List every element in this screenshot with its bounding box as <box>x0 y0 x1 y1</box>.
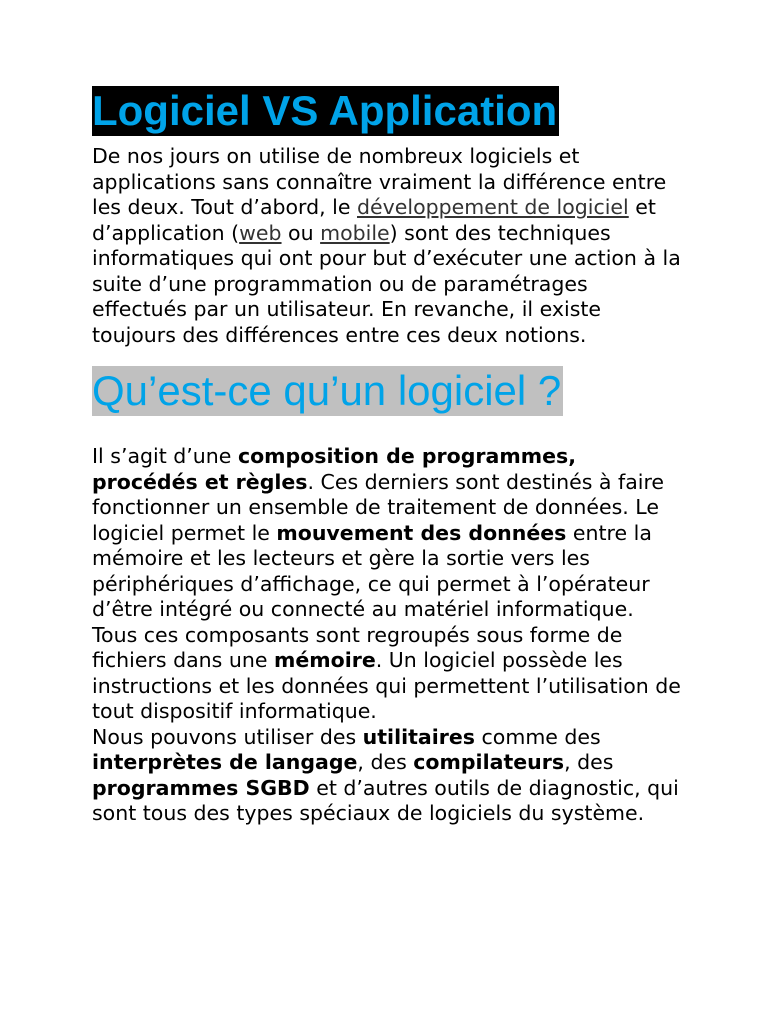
page-title: Logiciel VS Application <box>92 87 558 134</box>
body-bold-1: composition de programmes, procédés et règles <box>92 444 576 494</box>
body-bold-3: mémoire <box>274 648 376 672</box>
body-bold-5: interprètes de langage <box>92 750 358 774</box>
document-page <box>92 86 682 827</box>
body-text-2: . Ces derniers sont destinés à faire fonctionner un ensemble de traitement de données. Le logiciel permet le <box>92 469 665 545</box>
link-web[interactable]: web <box>239 220 282 245</box>
section-heading: Qu’est-ce qu’un logiciel ? <box>92 367 562 414</box>
body-text-1: Il s’agit d’une <box>92 444 238 468</box>
link-mobile[interactable]: mobile <box>320 220 390 245</box>
body-text-8: , des <box>564 750 614 774</box>
body-bold-2: mouvement des données <box>276 520 567 545</box>
body-text-4: . Un logiciel possède les instructions et les données qui permettent l’utilisation de tout dispositif informatique. <box>92 648 681 723</box>
body-text-5: Nous pouvons utiliser des <box>92 724 363 749</box>
body-bold-6: compilateurs <box>413 750 565 774</box>
intro-text-2: et d’application ( <box>92 195 656 245</box>
body-text-7: , des <box>357 750 414 774</box>
body-bold-4: utilitaires <box>362 724 476 749</box>
intro-text-1: De nos jours on utilise de nombreux logiciels et applications sans connaître vraiment la différence entre les deux. Tout d’abord, le <box>92 144 667 219</box>
body-paragraph <box>92 444 682 827</box>
body-text-3: entre la mémoire et les lecteurs et gère la sortie vers les périphériques d’affichage, ce qui permet à l’opérateur d’être intégré ou connecté au matériel informatique. Tous ces composants sont regroupés sous forme de fichiers dans une <box>92 520 652 672</box>
body-text-6: comme des <box>475 724 601 749</box>
intro-text-4: ) sont des techniques informatiques qui ont pour but d’exécuter une action à la suite d’une programmation ou de paramétrages effectués par un utilisateur. En revanche, il existe toujours des différences entre ces deux notions. <box>92 220 681 347</box>
link-developpement-logiciel[interactable]: développement de logiciel <box>357 195 629 219</box>
body-bold-7: programmes SGBD <box>92 775 310 800</box>
intro-text-3: ou <box>281 220 321 245</box>
intro-paragraph <box>92 144 682 348</box>
body-text-9: et d’autres outils de diagnostic, qui sont tous des types spéciaux de logiciels du système. <box>92 775 679 825</box>
